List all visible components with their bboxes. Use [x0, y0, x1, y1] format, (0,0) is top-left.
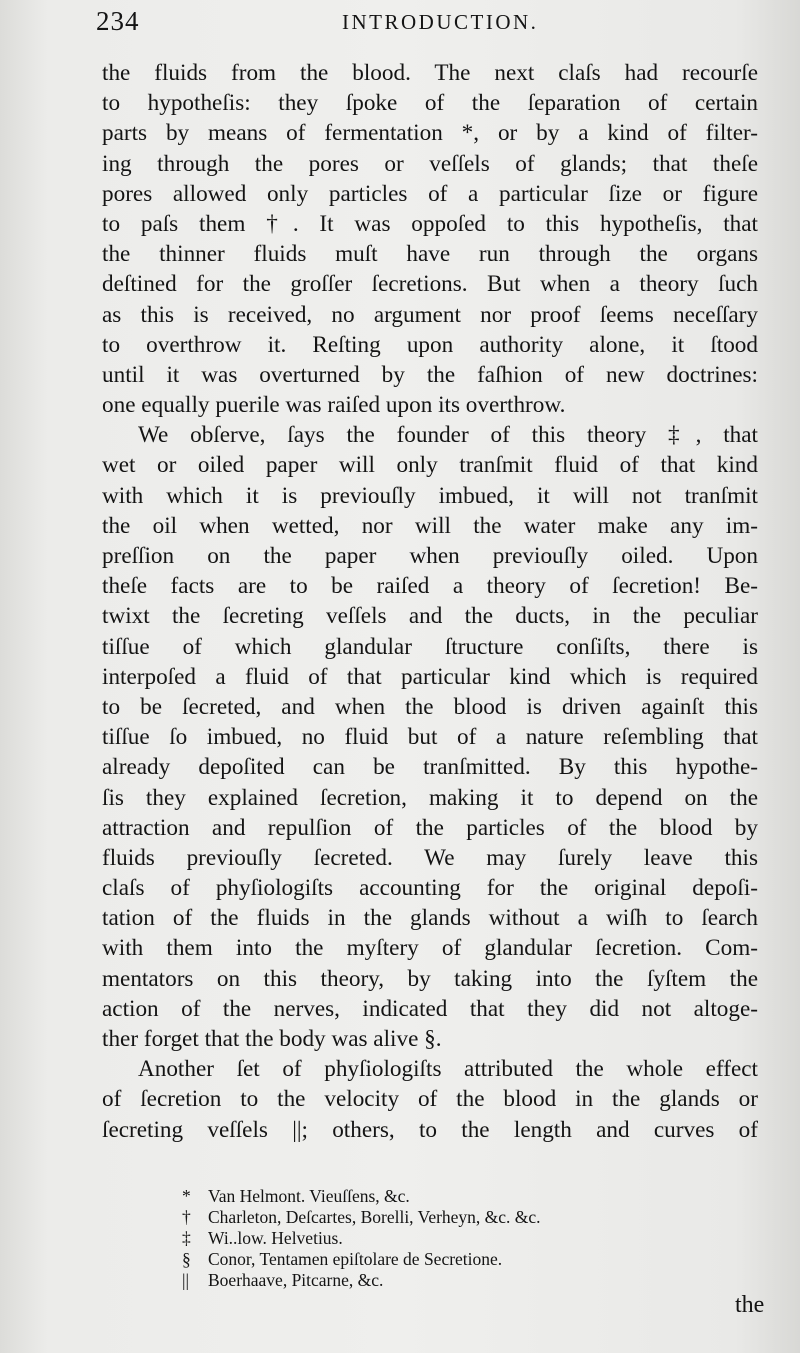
text-line: attraction and repulſion of the particles of the blood by [102, 814, 758, 841]
text-line: ther forget that the body was alive §. [102, 1026, 442, 1052]
text-line: with which it is previouſly imbued, it will not tranſmit [102, 482, 758, 509]
text-line: to hypotheſis: they ſpoke of the ſeparation of certain [102, 90, 758, 117]
text-line: parts by means of fermentation *, or by a kind of filter- [102, 120, 758, 147]
footnote-text: Van Helmont. Vieuſſens, &c. [208, 1186, 410, 1206]
footnote [182, 1186, 702, 1207]
text-line: already depoſited can be tranſmitted. By this hypothe- [102, 754, 758, 781]
catchword: the [735, 1292, 765, 1318]
footnote-text: Charleton, Deſcartes, Borelli, Verheyn, &c. &c. [208, 1207, 541, 1227]
text-line: until it was overturned by the faſhion of new doctrines: [102, 361, 758, 388]
text-line: ſecreting veſſels ||; others, to the length and curves of [102, 1116, 758, 1143]
text-line: one equally puerile was raiſed upon its overthrow. [102, 392, 566, 419]
text-line: wet or oiled paper will only tranſmit fluid of that kind [102, 452, 758, 479]
footnote-text: Wi..low. Helvetius. [208, 1228, 343, 1248]
text-line: tation of the fluids in the glands without a wiſh to ſearch [102, 905, 758, 932]
footnote-mark: || [182, 1270, 190, 1290]
text-line: claſs of phyſiologiſts accounting for the original depoſi- [102, 875, 758, 902]
text-line: interpoſed a fluid of that particular kind which is required [102, 663, 758, 690]
text-line: pores allowed only particles of a particular ſize or figure [102, 180, 758, 207]
text-line: as this is received, no argument nor proof ſeems neceſſary [102, 301, 758, 328]
text-line: tiſſue of which glandular ſtructure conſiſts, there is [102, 633, 758, 660]
text-line: the thinner fluids muſt have run through the organs [102, 241, 758, 268]
text-line: preſſion on the paper when previouſly oiled. Upon [102, 543, 758, 569]
text-line: with them into the myſtery of glandular ſecretion. Com- [102, 935, 758, 962]
text-line: fluids previouſly ſecreted. We may ſurely leave this [102, 844, 758, 871]
text-line: the oil when wetted, nor will the water make any im- [102, 512, 758, 539]
text-line: the fluids from the blood. The next claſs had recourſe [102, 60, 758, 86]
text-line: deſtined for the groſſer ſecretions. But when a theory ſuch [102, 271, 758, 298]
page-number: 234 [96, 6, 140, 36]
text-line: ſis they explained ſecretion, making it to depend on the [102, 784, 758, 811]
running-head: INTRODUCTION. [342, 10, 539, 34]
text-line: action of the nerves, indicated that they did not altoge- [102, 995, 758, 1022]
footnote-text: Conor, Tentamen epiſtolare de Secretione. [208, 1249, 503, 1269]
text-line: tiſſue ſo imbued, no fluid but of a nature reſembling that [102, 724, 758, 751]
text-line: mentators on this theory, by taking into the ſyſtem the [102, 965, 758, 992]
footnote-text: Boerhaave, Pitcarne, &c. [208, 1270, 384, 1290]
footnote-mark: ‡ [182, 1228, 191, 1248]
footnote-mark: § [182, 1249, 191, 1269]
text-line: to paſs them †. It was oppoſed to this hypotheſis, that [102, 210, 758, 237]
body-text [102, 58, 758, 1145]
text-line: to overthrow it. Reſting upon authority alone, it ſtood [102, 331, 758, 358]
footnote-mark: † [182, 1207, 191, 1227]
footnote [182, 1270, 702, 1291]
footnote [182, 1207, 702, 1228]
paragraph-start-line: We obſerve, ſays the founder of this theory ‡, that [138, 422, 758, 449]
text-line: to be ſecreted, and when the blood is driven againſt this [102, 693, 758, 720]
footnotes [182, 1186, 702, 1291]
text-line: of ſecretion to the velocity of the blood in the glands or [102, 1086, 758, 1113]
page-header [96, 6, 756, 40]
footnote [182, 1228, 702, 1249]
text-line: twixt the ſecreting veſſels and the ducts, in the peculiar [102, 603, 758, 630]
text-line: ing through the pores or veſſels of glands; that theſe [102, 150, 758, 177]
footnote [182, 1249, 702, 1270]
paragraph-start-line: Another ſet of phyſiologiſts attributed the whole effect [138, 1056, 758, 1083]
footnote-mark: * [182, 1186, 191, 1206]
text-line: theſe facts are to be raiſed a theory of ſecretion! Be- [102, 573, 758, 600]
